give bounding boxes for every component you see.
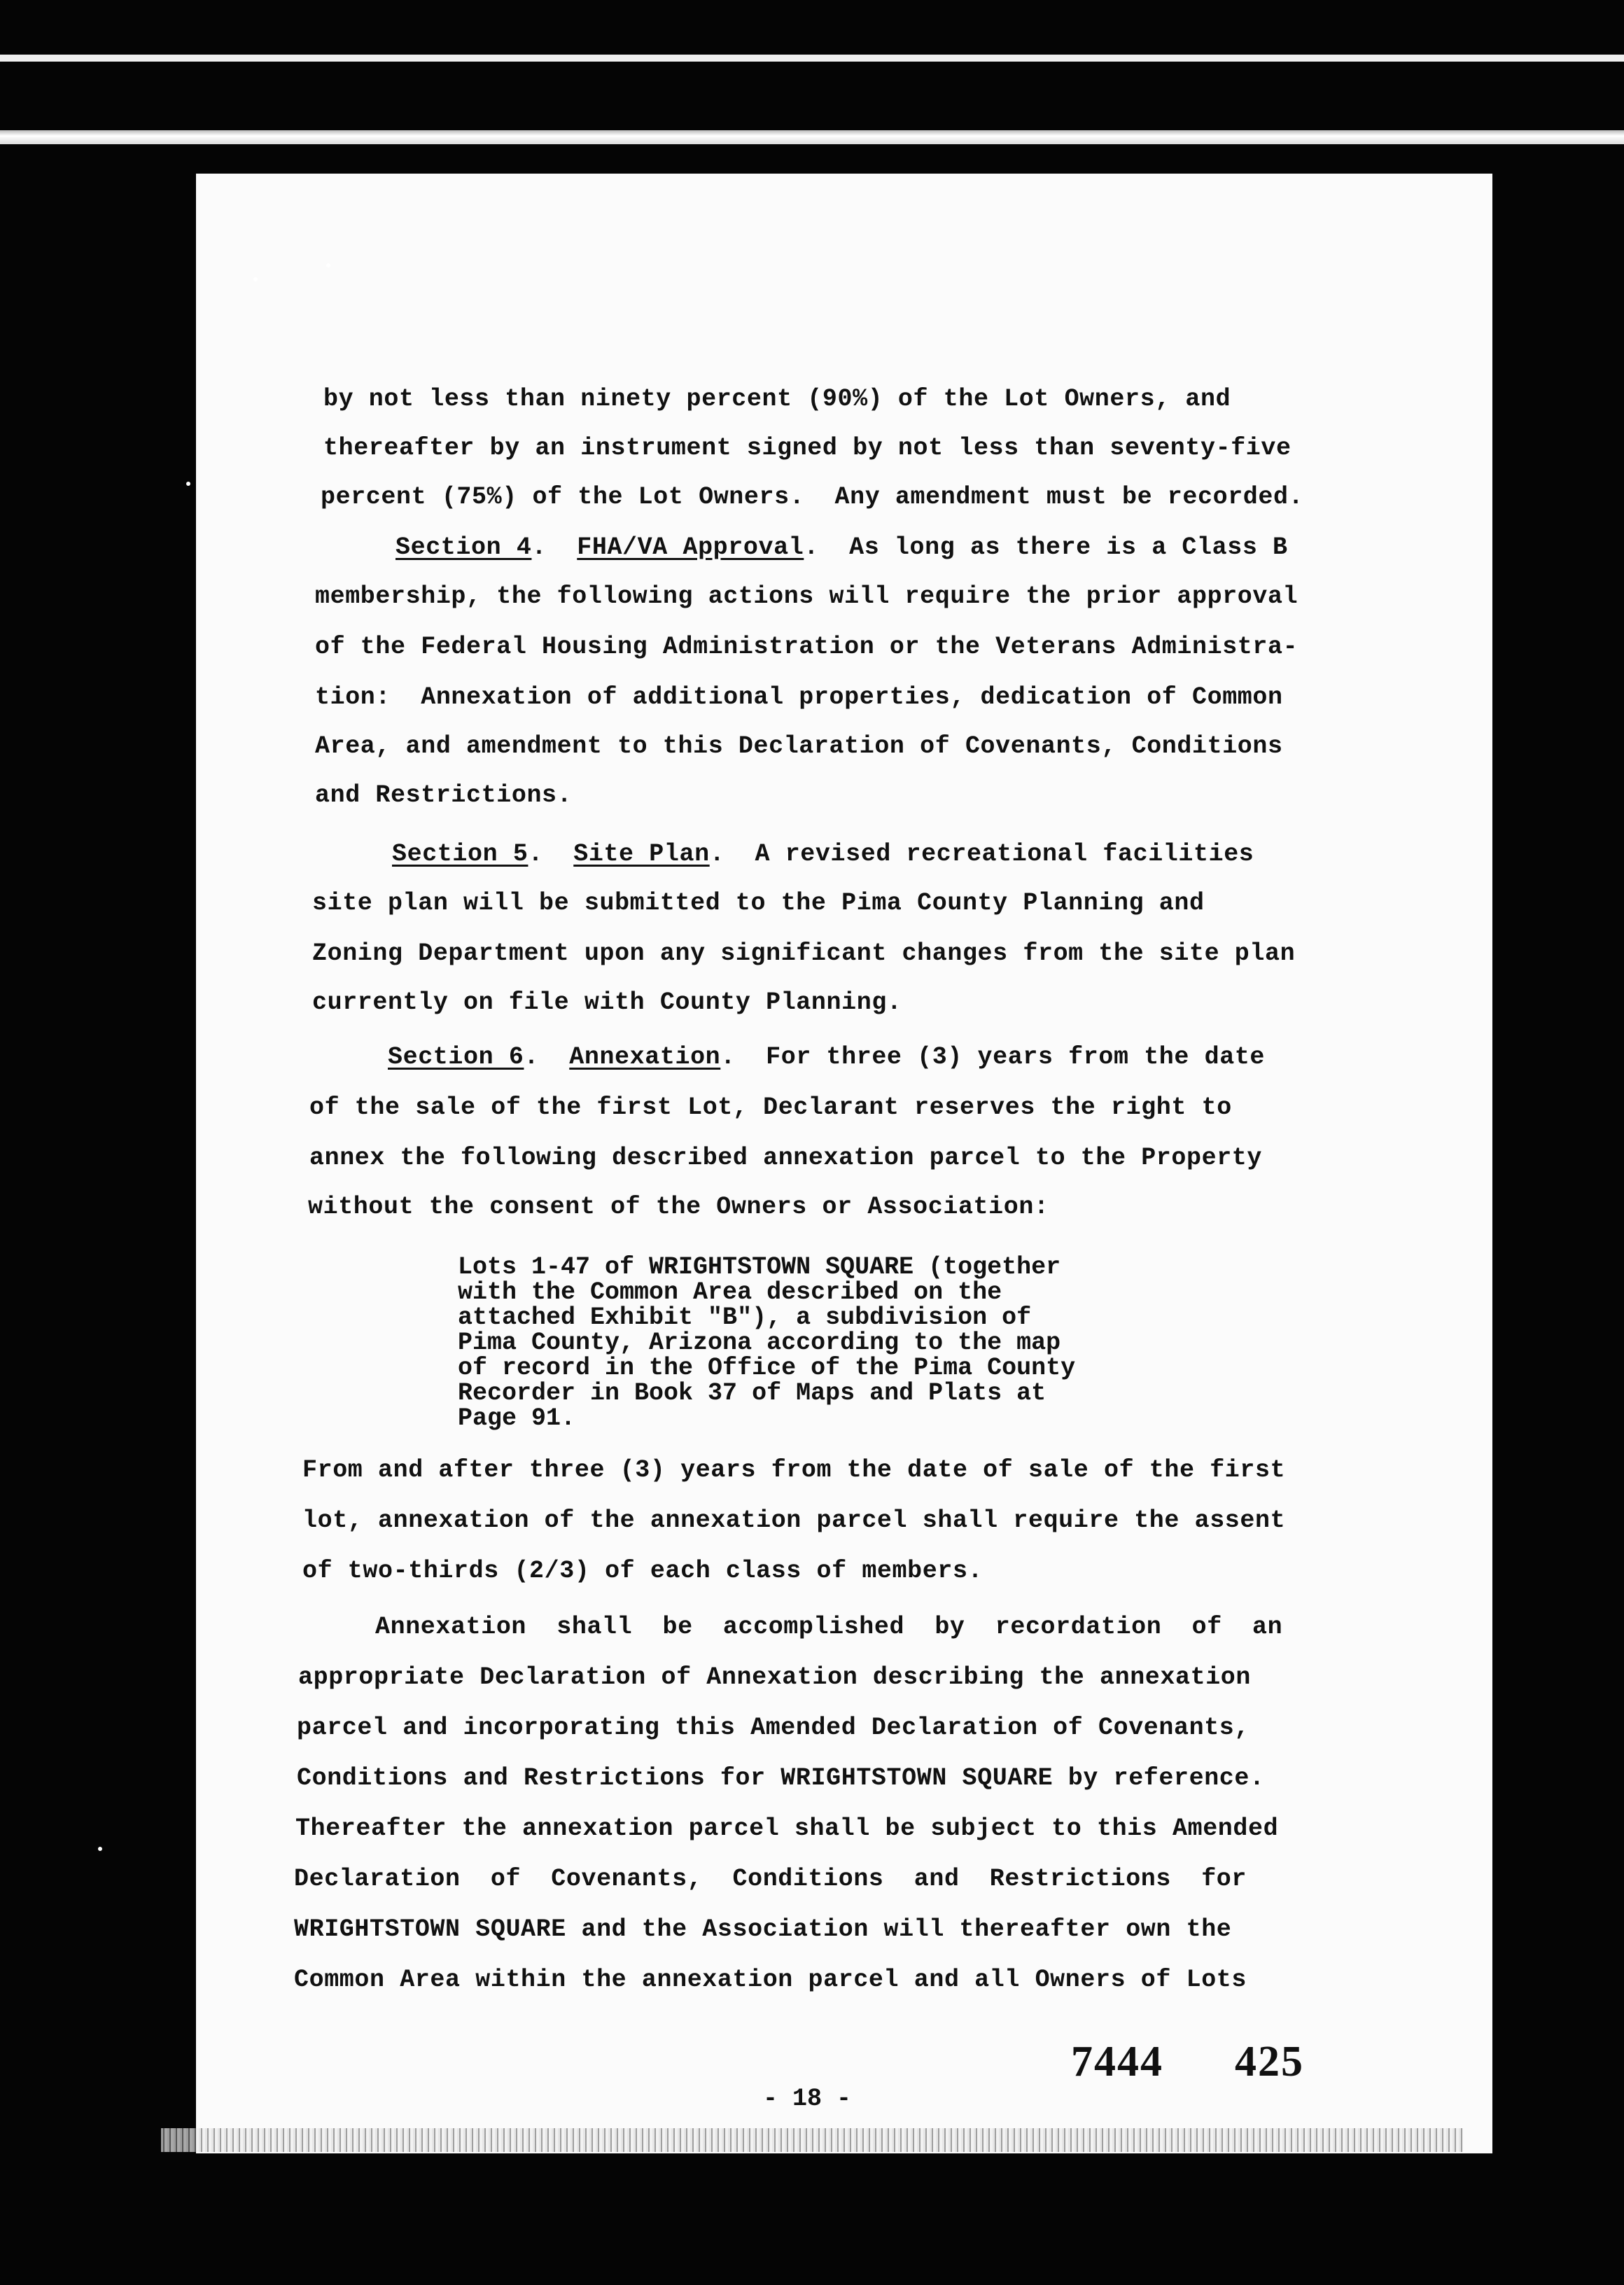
- parcel-line: of record in the Office of the Pima County: [458, 1354, 1076, 1382]
- scan-speck: [253, 277, 258, 281]
- text-line: currently on file with County Planning.: [312, 988, 902, 1016]
- section-6-title: Annexation: [569, 1043, 721, 1071]
- scan-bottom-edge: [161, 2128, 1463, 2152]
- text-line: appropriate Declaration of Annexation describing the annexation: [298, 1663, 1252, 1691]
- parcel-line: Recorder in Book 37 of Maps and Plats at: [458, 1379, 1046, 1407]
- recording-page-number: 425: [1235, 2038, 1304, 2085]
- parcel-line: attached Exhibit "B"), a subdivision of: [458, 1304, 1032, 1332]
- section-6-first-line: For three (3) years from the date: [766, 1043, 1266, 1071]
- section-5-label: Section 5: [392, 840, 528, 868]
- scan-speck: [326, 263, 330, 267]
- text-line: without the consent of the Owners or Association:: [308, 1193, 1049, 1221]
- text-line: of the Federal Housing Administration or the Veterans Administra-: [315, 633, 1298, 661]
- page-number: - 18 -: [763, 2085, 852, 2113]
- scan-top-band: [0, 130, 1624, 144]
- text-line: lot, annexation of the annexation parcel shall require the assent: [302, 1507, 1286, 1535]
- parcel-line: with the Common Area described on the: [458, 1278, 1002, 1306]
- text-line: by not less than ninety percent (90%) of the Lot Owners, and: [323, 385, 1231, 413]
- text-line: Common Area within the annexation parcel and all Owners of Lots: [294, 1966, 1247, 1994]
- section-5-first-line: A revised recreational facilities: [755, 840, 1254, 868]
- text-line: From and after three (3) years from the date of sale of the first: [302, 1456, 1286, 1484]
- text-line: membership, the following actions will require the prior approval: [315, 582, 1298, 610]
- scan-speck: [98, 1847, 102, 1851]
- recording-docket-number: 7444: [1071, 2038, 1163, 2085]
- parcel-line: Pima County, Arizona according to the map: [458, 1329, 1061, 1357]
- text-line: WRIGHTSTOWN SQUARE and the Association will thereafter own the: [294, 1915, 1232, 1943]
- section-4-label: Section 4: [396, 533, 532, 561]
- section-5-title: Site Plan: [573, 840, 710, 868]
- section-heading-line: Section 6. Annexation. For three (3) years from the date: [388, 1043, 1266, 1071]
- text-line: of the sale of the first Lot, Declarant reserves the right to: [309, 1093, 1232, 1121]
- parcel-line: Lots 1-47 of WRIGHTSTOWN SQUARE (together: [458, 1253, 1061, 1281]
- parcel-line: Page 91.: [458, 1404, 576, 1432]
- text-line: Declaration of Covenants, Conditions and Restrictions for: [294, 1865, 1247, 1893]
- text-line: Conditions and Restrictions for WRIGHTSTOWN SQUARE by reference.: [297, 1764, 1265, 1792]
- text-line: Area, and amendment to this Declaration of Covenants, Conditions: [315, 732, 1283, 760]
- text-line: annex the following described annexation parcel to the Property: [309, 1144, 1263, 1172]
- scan-top-rule: [0, 55, 1624, 62]
- section-heading-line: Section 4. FHA/VA Approval. As long as there is a Class B: [396, 533, 1288, 561]
- text-line: and Restrictions.: [315, 781, 573, 809]
- section-6-label: Section 6: [388, 1043, 524, 1071]
- scan-speck: [186, 482, 190, 486]
- section-4-first-line: As long as there is a Class B: [849, 533, 1288, 561]
- text-line: Zoning Department upon any significant changes from the site plan: [312, 939, 1296, 967]
- text-line: site plan will be submitted to the Pima County Planning and: [312, 889, 1205, 917]
- text-line: tion: Annexation of additional properties, dedication of Common: [315, 683, 1283, 711]
- text-line: parcel and incorporating this Amended Declaration of Covenants,: [297, 1714, 1250, 1742]
- text-line: Thereafter the annexation parcel shall be subject to this Amended: [295, 1815, 1279, 1843]
- text-line: percent (75%) of the Lot Owners. Any amendment must be recorded.: [321, 483, 1304, 511]
- section-4-title: FHA/VA Approval: [577, 533, 804, 561]
- text-line: thereafter by an instrument signed by not less than seventy-five: [323, 434, 1292, 462]
- text-line: of two-thirds (2/3) of each class of members.: [302, 1557, 983, 1585]
- section-heading-line: Section 5. Site Plan. A revised recreational facilities: [392, 840, 1254, 868]
- text-line: Annexation shall be accomplished by recordation of an: [375, 1613, 1283, 1641]
